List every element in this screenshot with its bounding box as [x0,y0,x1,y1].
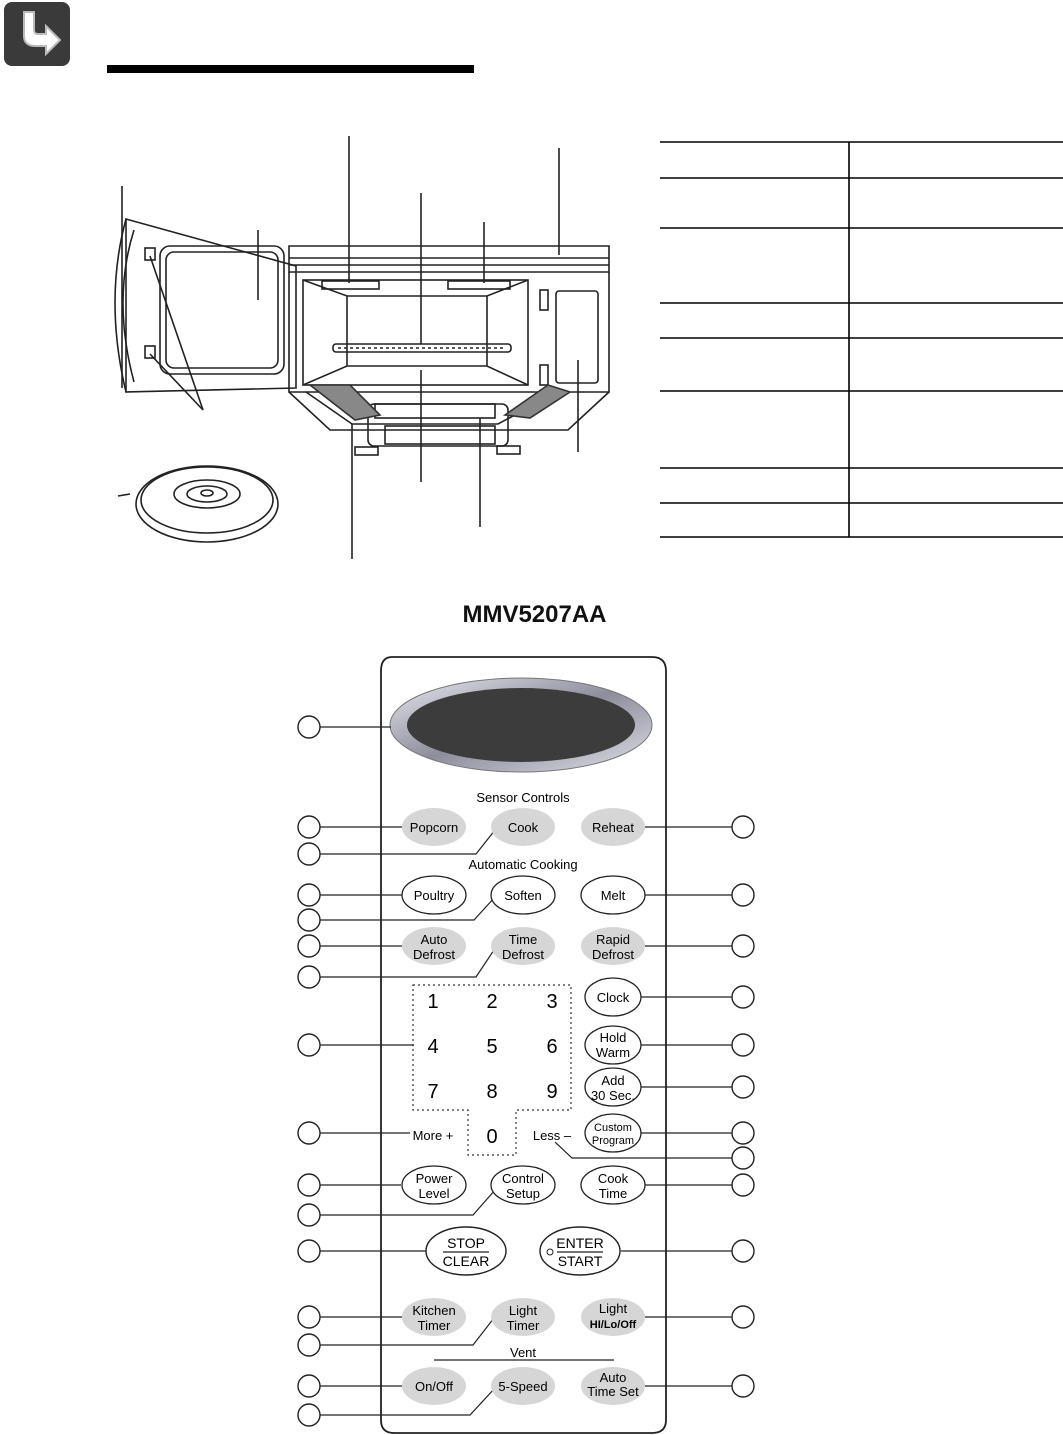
light-cover-right [448,281,510,289]
light-cover-left [322,281,379,289]
vent-on-off-button[interactable] [402,1367,466,1405]
callout-circle [732,884,754,906]
callout-circle [732,1306,754,1328]
svg-text:Power: Power [415,1171,453,1186]
light-timer-button[interactable] [491,1298,555,1336]
hold-warm-button[interactable] [585,1026,641,1064]
callout-circle [298,1034,320,1056]
callout-circle [298,966,320,988]
svg-text:Auto: Auto [420,932,448,947]
poultry-button[interactable] [402,876,466,914]
cook-button[interactable] [491,808,555,846]
callout-circle [732,816,754,838]
callout-circle [732,986,754,1008]
callout-circle [298,1240,320,1262]
popcorn-button[interactable] [402,808,466,846]
door-window [160,246,284,374]
callout-circle [732,1147,754,1169]
svg-text:5-Speed: 5-Speed [498,1379,548,1394]
custom-program-button[interactable] [585,1114,641,1152]
callout-circle [298,1404,320,1426]
svg-text:30 Sec.: 30 Sec. [590,1088,636,1103]
svg-text:Clock: Clock [596,990,630,1005]
svg-text:Auto: Auto [599,1370,627,1385]
key-5[interactable]: 5 [486,1036,498,1058]
vent-label: Vent [509,1345,537,1360]
svg-text:Soften: Soften [504,888,542,903]
callout-circle [732,935,754,957]
callout-circle [298,816,320,838]
automatic-cooking-label: Automatic Cooking [468,857,578,872]
callout-circle [298,843,320,865]
svg-text:Defrost: Defrost [502,947,544,962]
svg-text:ENTER: ENTER [556,1235,604,1251]
key-7[interactable]: 7 [427,1081,439,1103]
auto-defrost-button[interactable] [402,927,466,965]
svg-text:Kitchen: Kitchen [412,1303,456,1318]
key-8[interactable]: 8 [486,1081,498,1103]
key-4[interactable]: 4 [427,1036,439,1058]
control-panel-diagram [0,640,1063,1435]
time-defrost-button[interactable] [491,927,555,965]
body-top [289,246,609,272]
callout-circle [298,1375,320,1397]
vent-5-speed-button[interactable] [491,1367,555,1405]
svg-text:STOP: STOP [447,1235,485,1251]
add-30-sec-button[interactable] [585,1068,641,1106]
svg-text:Add: Add [601,1073,625,1088]
svg-text:Light: Light [508,1303,538,1318]
callout-circle [298,909,320,931]
key-9[interactable]: 9 [546,1081,558,1103]
door-handle [115,219,126,392]
reheat-button[interactable] [581,808,645,846]
callout-circle [298,1204,320,1226]
display-screen [407,688,635,762]
callout-circle [298,716,320,738]
callout-circle [732,1076,754,1098]
callout-circle [298,1306,320,1328]
key-3[interactable]: 3 [546,991,558,1013]
svg-text:Reheat: Reheat [592,820,634,835]
svg-text:On/Off: On/Off [414,1379,454,1394]
key-1[interactable]: 1 [427,991,439,1013]
spec-table [660,140,1063,540]
svg-text:Program: Program [591,1135,635,1147]
less-button[interactable]: Less – [532,1128,572,1143]
melt-button[interactable] [581,876,645,914]
latch-lower [145,346,155,358]
model-title: MMV5207AA [462,601,607,628]
auto-time-set-button[interactable] [581,1367,645,1405]
callout-circle [298,935,320,957]
svg-text:Light: Light [598,1301,628,1316]
power-level-button[interactable] [402,1166,466,1204]
svg-text:Poultry: Poultry [413,888,455,903]
svg-text:Control: Control [502,1171,544,1186]
key-0[interactable]: 0 [486,1126,498,1148]
control-setup-button[interactable] [491,1166,555,1204]
svg-text:Cook: Cook [597,1171,629,1186]
key-6[interactable]: 6 [546,1036,558,1058]
svg-text:Time: Time [598,1186,628,1201]
vent-grille-right [505,385,570,418]
rapid-defrost-button[interactable] [581,927,645,965]
body-control-panel [556,291,598,383]
enter-start-button[interactable] [540,1227,620,1275]
svg-text:Hold: Hold [599,1030,627,1045]
svg-text:Warm: Warm [595,1045,631,1060]
svg-text:Custom: Custom [594,1122,632,1134]
svg-text:Timer: Timer [417,1318,451,1333]
svg-text:Time Set: Time Set [587,1384,639,1399]
svg-text:Defrost: Defrost [592,947,634,962]
clock-button[interactable] [585,978,641,1016]
svg-text:Time: Time [508,932,538,947]
soften-button[interactable] [491,876,555,914]
sensor-controls-label: Sensor Controls [476,790,570,805]
callout-circle [298,1174,320,1196]
svg-text:Timer: Timer [506,1318,540,1333]
callout-circle [732,1034,754,1056]
callout-circle [298,1334,320,1356]
callout-circle [298,884,320,906]
callout-circle [732,1240,754,1262]
kitchen-timer-button[interactable] [402,1298,466,1336]
svg-text:START: START [557,1253,603,1269]
svg-text:Defrost: Defrost [413,947,455,962]
key-2[interactable]: 2 [486,991,498,1013]
svg-text:CLEAR: CLEAR [442,1253,490,1269]
callout-circle [732,1122,754,1144]
svg-text:Cook: Cook [507,820,539,835]
svg-text:Rapid: Rapid [596,932,630,947]
callout-circle [298,1122,320,1144]
callout-circle [732,1375,754,1397]
light-hi-lo-off-button[interactable] [581,1298,645,1336]
svg-text:Level: Level [418,1186,450,1201]
svg-text:Popcorn: Popcorn [409,820,459,835]
svg-text:Setup: Setup [506,1186,540,1201]
door [126,219,296,392]
svg-text:Melt: Melt [600,888,626,903]
cook-time-button[interactable] [581,1166,645,1204]
callout-circle [732,1174,754,1196]
more-button[interactable]: More + [412,1128,454,1143]
svg-text:HI/Lo/Off: HI/Lo/Off [589,1319,637,1331]
stop-clear-button[interactable] [426,1227,506,1275]
